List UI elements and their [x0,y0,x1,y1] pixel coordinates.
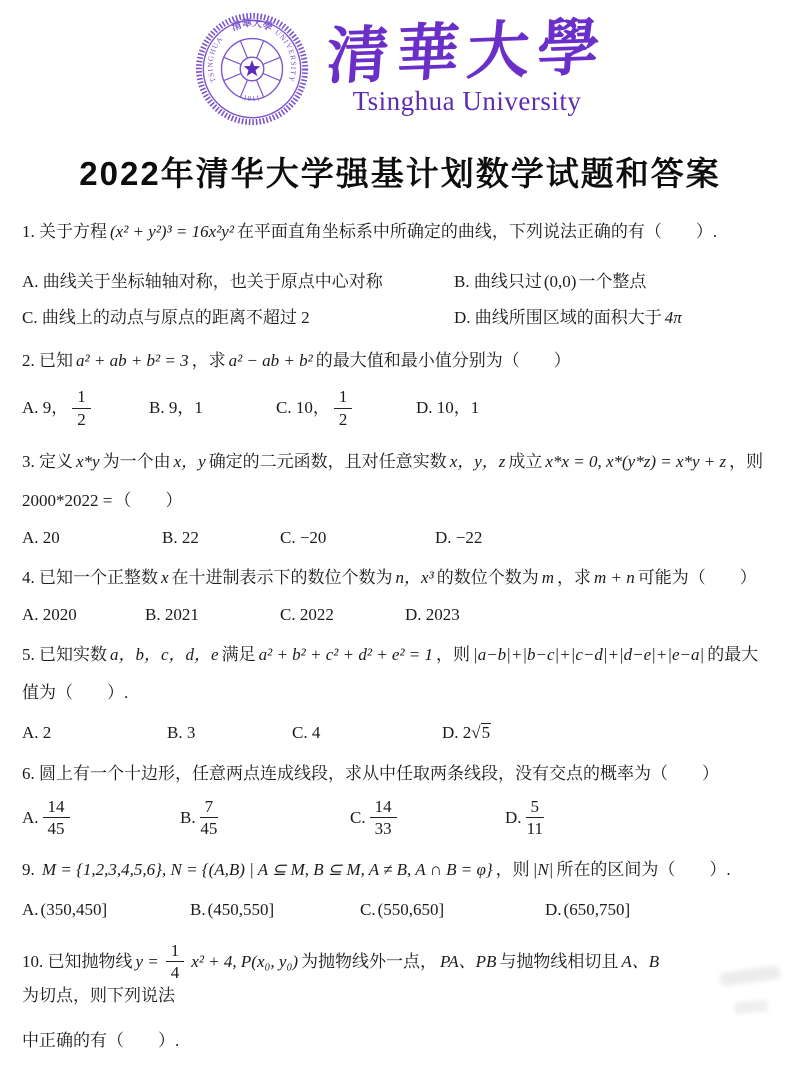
q9-option-a-interval: (350,450] [40,900,108,920]
q6-option-c-numerator: 14 [370,797,397,819]
q4-option-b-text: B. 2021 [145,605,199,625]
q3-option-b [162,525,280,551]
q10-stem-formula-2: x² + 4, P(x₀, y₀) [191,951,299,971]
q3-expression: 2000*2022 = [22,490,113,510]
q9-option-d-interval: (650,750] [563,900,631,920]
q1-option-d-formula: 4π [664,308,682,327]
q10-fraction [166,941,185,983]
q2-stem [22,348,778,374]
q1-option-b-point: (0,0) [543,271,577,291]
q2-option-a-fraction [72,387,91,429]
q6-option-c [350,797,505,839]
q6-option-c-denominator: 33 [374,819,392,839]
seal-year-text: -1911- [238,92,266,104]
wordmark-chinese: 清華大學 [324,14,610,92]
seal-left-text: TSINGHUA [205,34,225,84]
q6-option-a-numerator: 14 [43,797,70,819]
q4-option-a [22,602,145,628]
q6-option-a [22,797,180,839]
q9-option-d [545,897,778,923]
wordmark-english: Tsinghua University [352,86,582,117]
q3-option-d [435,525,778,551]
q1-stem-text-1: 1. 关于方程 [22,222,107,241]
q3-stem-text-5: ，则 [729,452,764,472]
q3-option-b-text: B. 22 [162,528,199,548]
q9-stem-number: 9. [22,859,39,879]
q2-option-c-fraction [334,387,353,429]
q10-stem-text-1: 10. 已知抛物线 [22,951,133,971]
q6-stem-text: 6. 圆上有一个十边形，任意两点连成线段，求从中任取两条线段，没有交点的概率为（ ） [22,764,719,784]
q1-option-a-text: A. 曲线关于坐标轴轴对称，也关于原点中心对称 [22,271,383,291]
q10-stem-line-2 [22,1028,778,1054]
q9-option-c [360,897,545,923]
q2-option-b [149,395,276,421]
seal-star-icon [244,60,261,76]
q1-stem-text-2: 在平面直角坐标系中所确定的曲线，下列说法正确的有（ ）. [236,222,718,241]
q2-option-b-text: B. 9，1 [149,398,203,418]
university-header [0,0,800,128]
q3-stem-text-1: 3. 定义 [22,452,73,472]
q6-option-d-fraction [526,797,545,839]
q6-option-d-numerator: 5 [526,797,545,819]
q10-stem-formula-4: A、B [621,951,660,971]
q10-fraction-numerator: 1 [166,941,185,963]
q6-option-d-denominator: 11 [526,819,543,839]
q9-option-b [190,897,360,923]
q1-option-b-text-1: B. 曲线只过 [454,271,542,291]
q4-stem-text-4: ，求 [556,567,591,587]
q5-stem-formula-1: a² + b² + c² + d² + e² = 1 [258,644,434,664]
q2-option-d [416,395,778,421]
q9-option-a-label: A. [22,900,39,920]
q4-stem-formula: m + n [593,567,635,587]
q5-stem-line-2 [22,680,778,706]
q9-stem-text-1: ，则 [495,859,530,879]
q3-stem-formula-1: x*y [76,452,100,472]
university-wordmark [324,14,610,117]
q5-option-c [292,720,442,746]
q4-stem-text-5: 可能为（ ） [637,567,757,587]
q10-stem-text-3: 与抛物线相切且 [499,951,619,971]
tsinghua-seal-icon [193,10,311,128]
q10-stem-line-2-text: 中正确的有（ ）. [22,1031,180,1051]
q9-options-row [22,897,778,923]
q2-option-a [22,387,149,429]
q3-stem-line-2 [22,488,778,514]
q3-option-a-text: A. 20 [22,528,60,548]
q5-stem-line-2-text: 值为（ ）. [22,683,129,703]
q3-options-row [22,525,778,551]
q1-option-a [22,269,454,295]
q4-stem-var-1: x [161,567,169,587]
q6-option-b-fraction [200,797,219,839]
q4-option-c [280,602,405,628]
q2-option-a-numerator: 1 [72,387,91,409]
q9-stem-text-2: 所在的区间为（ ）. [556,859,731,879]
q3-stem [22,449,778,475]
q4-option-d-text: D. 2023 [405,605,460,625]
q2-option-a-denominator: 2 [77,409,86,429]
seal-top-cn-text: 清華大學 [230,18,274,34]
q5-option-d-radicand: 5 [481,722,491,742]
q9-stem-card: |N| [532,859,554,879]
q1-options-row-2 [22,305,778,331]
q1-option-b-text-2: 一个整点 [578,271,647,291]
q2-stem-formula-1: a² + ab + b² = 3 [76,350,189,370]
q4-option-a-text: A. 2020 [22,605,77,625]
q5-stem-text-3: ，则 [436,644,471,664]
q10-stem-formula-1: y = [135,951,159,971]
q9-stem-formula: M = {1,2,3,4,5,6}, N = {(A,B) | A ⊆ M, B ⊆ M, A ≠ B, A ∩ B = φ} [42,859,493,879]
q1-stem [22,219,778,245]
q4-option-d [405,602,778,628]
q2-option-d-text: D. 10，1 [416,398,480,418]
q4-option-b [145,602,280,628]
q3-stem-text-4: 成立 [508,452,543,472]
q5-option-c-text: C. 4 [292,722,321,742]
q3-stem-formula-4: x*x = 0, x*(y*z) = x*y + z [545,452,727,472]
q5-options-row [22,720,778,746]
q3-option-c [280,525,435,551]
q9-option-c-interval: (550,650] [377,900,445,920]
q3-stem-text-2: 为一个由 [102,452,171,472]
q4-options-row [22,602,778,628]
q1-option-d-text: D. 曲线所围区域的面积大于 [454,308,662,327]
q6-option-d-label: D. [505,807,522,827]
q9-stem [22,857,778,883]
q2-stem-formula-2: a² − ab + b² [228,350,313,370]
q1-option-c [22,305,454,331]
q4-stem-text-2: 在十进制表示下的数位个数为 [171,567,393,587]
q9-option-b-label: B. [190,900,206,920]
q5-stem [22,642,778,668]
q1-option-d [454,305,778,331]
q2-option-c-text: C. 10， [276,398,330,418]
q1-stem-formula: (x² + y²)³ = 16x²y² [110,222,234,241]
q5-stem-text-1: 5. 已知实数 [22,644,107,664]
q9-option-b-interval: (450,550] [207,900,275,920]
svg-text:-1911- [239,92,265,103]
q5-stem-text-2: 满足 [221,644,256,664]
page-title: 2022年清华大学强基计划数学试题和答案 [79,155,721,192]
q6-option-c-fraction [370,797,397,839]
q5-stem-text-4: 的最大 [707,644,759,664]
q6-option-b-denominator: 45 [200,819,218,839]
q3-stem-text-3: 确定的二元函数，且对任意实数 [208,452,447,472]
q5-option-b-text: B. 3 [167,722,196,742]
q9-option-a [22,897,190,923]
q6-stem [22,761,778,787]
q9-option-c-label: C. [360,900,376,920]
q4-stem-text-3: 的数位个数为 [436,567,539,587]
q6-option-a-denominator: 45 [47,819,65,839]
seal-right-text: UNIVERSITY [273,27,299,84]
q2-stem-text-2: ，求 [191,350,226,370]
q2-option-a-text: A. 9， [22,398,69,418]
q5-option-d [442,720,778,746]
q3-option-d-text: D. −22 [435,528,483,548]
q9-option-d-label: D. [545,900,562,920]
q5-option-d-text: D. 2√ [442,722,481,742]
q4-stem-var-2: n，x³ [395,567,434,587]
q6-option-d [505,797,778,839]
q4-stem-var-3: m [541,567,554,587]
q3-stem-formula-3: x，y，z [449,452,506,472]
q2-option-c [276,387,416,429]
q3-option-a [22,525,162,551]
q3-stem-formula-2: x，y [173,452,206,472]
q4-stem-text-1: 4. 已知一个正整数 [22,567,158,587]
q5-option-b [167,720,292,746]
q5-stem-vars: a，b，c，d，e [110,644,219,664]
q1-option-b [454,269,778,295]
q2-options-row [22,387,778,429]
q6-option-b-numerator: 7 [200,797,219,819]
q3-blank: （ ） [114,490,183,510]
q2-stem-text-1: 2. 已知 [22,350,73,370]
q5-option-a [22,720,167,746]
q4-stem [22,565,778,591]
q6-option-a-label: A. [22,807,39,827]
q6-option-a-fraction [43,797,70,839]
q2-option-c-numerator: 1 [334,387,353,409]
exam-body [0,219,800,1054]
q1-option-c-text: C. 曲线上的动点与原点的距离不超过 2 [22,308,310,327]
q10-stem [22,941,778,1009]
q4-option-c-text: C. 2022 [280,605,334,625]
q1-options-row-1 [22,269,778,295]
q10-stem-formula-3: PA、PB [440,951,497,971]
q5-option-a-text: A. 2 [22,722,52,742]
q2-stem-text-3: 的最大值和最小值分别为（ ） [315,350,571,370]
q6-options-row [22,797,778,839]
q6-option-c-label: C. [350,807,366,827]
q10-stem-text-4: 为切点，则下列说法 [22,985,175,1005]
q10-fraction-denominator: 4 [170,963,180,983]
q2-option-c-denominator: 2 [338,409,348,429]
q6-option-b [180,797,350,839]
q5-stem-formula-2: |a−b|+|b−c|+|c−d|+|d−e|+|e−a| [473,644,705,664]
q10-stem-text-2: 为抛物线外一点， [301,951,438,971]
q3-option-c-text: C. −20 [280,528,327,548]
q6-option-b-label: B. [180,807,196,827]
